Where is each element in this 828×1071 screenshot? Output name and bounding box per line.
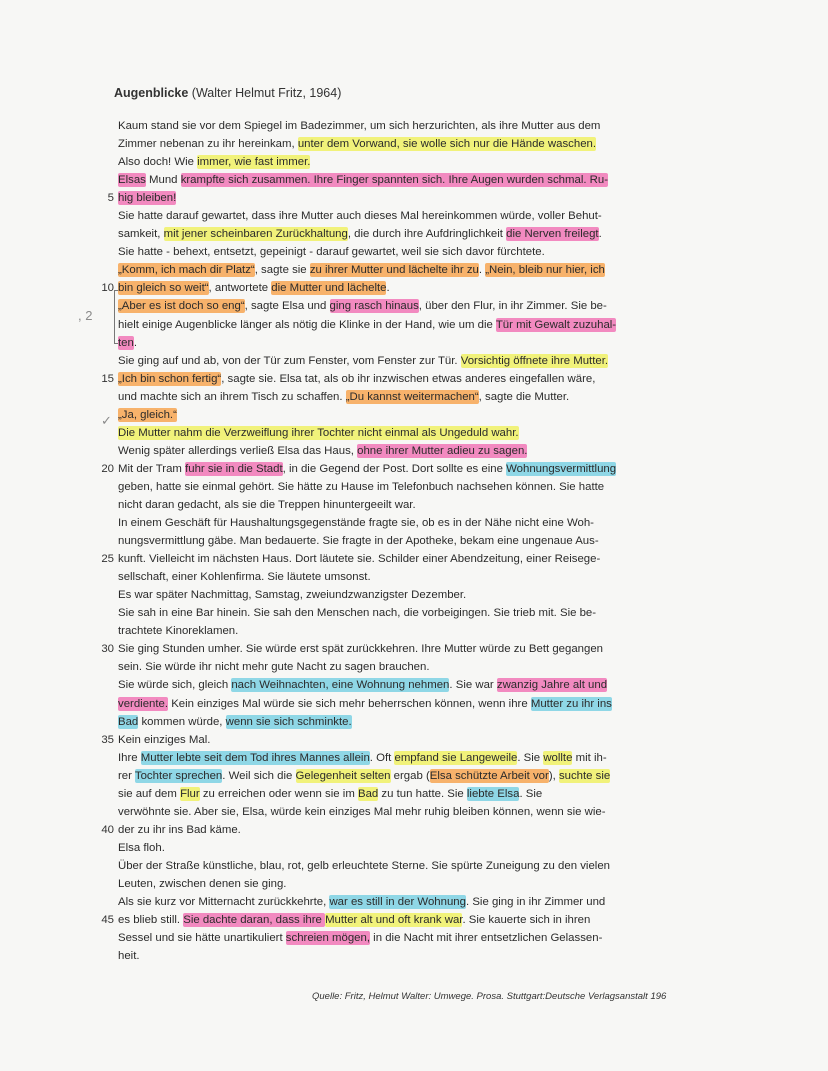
text-line [101, 731, 698, 749]
text-segment: . [478, 264, 486, 277]
text-segment: in die Nacht mit ihrer entsetzlichen Gelassen- [370, 932, 603, 945]
text-segment: Sie ging Stunden umher. Sie würde erst spät zurückkehren. Ihre Mutter würde zu Bett gegangen [118, 643, 604, 656]
highlighted-text: liebte Elsa [466, 787, 520, 800]
text-segment: Mit der Tram [118, 462, 186, 475]
margin-note-number: , 2 [78, 308, 93, 323]
line-number: 25 [101, 553, 114, 566]
highlighted-text: die Nerven freilegt [506, 228, 599, 241]
text-line [118, 749, 698, 767]
highlighted-text: Tochter sprechen [134, 769, 223, 782]
text-segment: , sagte Elsa und [244, 300, 330, 313]
text-line [101, 911, 698, 929]
line-number: 45 [101, 914, 114, 927]
text-line [101, 279, 698, 297]
text-line [118, 478, 698, 496]
text-segment: ergab ( [390, 769, 430, 782]
text-segment: , in die Gegend der Post. Dort sollte es eine [282, 462, 507, 475]
line-number: 15 [101, 372, 114, 385]
text-line [118, 622, 698, 640]
highlighted-text: Vorsichtig öffnete ihre Mutter. [460, 354, 609, 367]
highlighted-text: krampfte sich zusammen. Ihre Finger spannten sich. Ihre Augen wurden schmal. Ru- [180, 174, 609, 187]
text-segment: Kein einziges Mal. [118, 733, 211, 746]
text-segment: Wenig später allerdings verließ Elsa das Haus, [118, 444, 358, 457]
text-segment: kommen würde, [138, 715, 226, 728]
highlighted-text: war es still in der Wohnung [329, 896, 466, 909]
text-segment: . Oft [369, 751, 395, 764]
text-segment: der zu ihr ins Bad käme. [118, 823, 241, 836]
highlighted-text: Sie dachte daran, dass ihre [183, 914, 326, 927]
text-segment: Als sie kurz vor Mitternacht zurückkehrte, [118, 896, 330, 909]
text-segment: , die durch ihre Aufdringlichkeit [347, 228, 507, 241]
line-number: 30 [101, 643, 114, 656]
highlighted-text: Gelegenheit selten [295, 769, 391, 782]
text-line [118, 857, 698, 875]
line-number: 40 [101, 823, 114, 836]
highlighted-text: „Komm, ich mach dir Platz“ [118, 264, 255, 277]
text-line [118, 334, 698, 352]
text-segment: Sessel und sie hätte unartikuliert [118, 932, 286, 945]
highlighted-text: ging rasch hinaus [329, 300, 419, 313]
highlighted-text: verdiente. [118, 697, 169, 710]
text-segment: Zimmer nebenan zu ihr hereinkam, [118, 138, 298, 151]
text-line [118, 532, 698, 550]
text-line [101, 640, 698, 658]
text-line [101, 550, 698, 568]
highlighted-text: „Ich bin schon fertig“ [118, 372, 222, 385]
text-segment: hielt einige Augenblicke länger als nötig die Klinke in der Hand, wie um die [118, 318, 496, 331]
highlighted-text: fuhr sie in die Stadt [185, 462, 283, 475]
highlighted-text: immer, wie fast immer. [197, 156, 311, 169]
highlighted-text: empfand sie Langeweile [394, 751, 518, 764]
text-line [101, 460, 698, 478]
text-segment: nungsvermittlung gäbe. Man bedauerte. Sie fragte in der Apotheke, bekam eine ungenaue Aus- [118, 535, 599, 548]
text-segment: Sie hatte darauf gewartet, dass ihre Mutter auch dieses Mal hereinkommen würde, voller Behut- [118, 210, 602, 223]
text-segment: Sie würde sich, gleich [118, 679, 232, 692]
text-segment: sein. Sie würde ihr nicht mehr gute Nacht zu sagen brauchen. [118, 661, 430, 674]
text-segment: , antwortete [208, 282, 272, 295]
text-segment: mit ih- [572, 751, 607, 764]
highlighted-text: bin gleich so weit“ [118, 282, 209, 295]
text-segment: . [386, 282, 390, 295]
title-name: Augenblicke [114, 86, 189, 100]
highlighted-text: Bad [357, 787, 379, 800]
highlighted-text: Mutter lebte seit dem Tod ihres Mannes allein [140, 751, 370, 764]
source-citation: Quelle: Fritz, Helmut Walter: Umwege. Prosa. Stuttgart:Deutsche Verlagsanstalt 196 [312, 991, 667, 1002]
line-number: 5 [107, 192, 114, 205]
text-line [118, 929, 698, 947]
text-segment: . [598, 228, 602, 241]
text-line [118, 261, 698, 279]
highlighted-text: „Aber es ist doch so eng“ [118, 300, 245, 313]
text-segment: . Weil sich die [222, 769, 296, 782]
highlighted-text: ohne ihrer Mutter adieu zu sagen. [357, 444, 528, 457]
text-segment: kunft. Vielleicht im nächsten Haus. Dort läutete sie. Schilder einer Abendzeitung, einer Reisege- [118, 553, 601, 566]
highlighted-text: „Nein, bleib nur hier, ich [485, 264, 605, 277]
text-segment: . Sie [519, 787, 543, 800]
highlighted-text: Mutter zu ihr ins [530, 697, 612, 710]
text-line [118, 406, 698, 424]
text-segment: nicht daran gedacht, als sie die Treppen hinuntergeeilt war. [118, 498, 416, 511]
text-line [118, 875, 698, 893]
highlighted-text: die Mutter und lächelte [271, 282, 387, 295]
text-segment: , über den Flur, in ihr Zimmer. Sie be- [418, 300, 607, 313]
text-segment: Sie ging auf und ab, von der Tür zum Fenster, vom Fenster zur Tür. [118, 354, 461, 367]
highlighted-text: Elsas [118, 174, 146, 187]
text-segment: , sagte die Mutter. [478, 390, 570, 403]
line-number: 35 [101, 733, 114, 746]
highlighted-text: zu ihrer Mutter und lächelte ihr zu [309, 264, 479, 277]
text-line [118, 604, 698, 622]
text-line [101, 370, 698, 388]
text-line [118, 424, 698, 442]
text-segment: Sie sah in eine Bar hinein. Sie sah den Menschen nach, die vorbeigingen. Sie trieb mit. Sie be- [118, 607, 597, 620]
text-line [118, 767, 698, 785]
text-segment: . Sie kauerte sich in ihren [462, 914, 591, 927]
highlighted-text: „Ja, gleich.“ [118, 408, 177, 421]
text-line [118, 893, 698, 911]
highlighted-text: unter dem Vorwand, sie wolle sich nur die Hände waschen. [297, 138, 597, 151]
text-line [118, 442, 698, 460]
text-segment: zu erreichen oder wenn sie im [199, 787, 358, 800]
text-segment: Sie hatte - behext, entsetzt, gepeinigt - darauf gewartet, weil sie sich davor fürchtete. [118, 246, 545, 259]
line-number: 10 [101, 282, 114, 295]
text-segment: ), [548, 769, 559, 782]
highlighted-text: „Du kannst weitermachen“ [345, 390, 479, 403]
text-segment: geben, hatte sie einmal gehört. Sie hätte zu Hause im Telefonbuch nachsehen können. Sie hatte [118, 480, 605, 493]
line-number: 20 [101, 462, 114, 475]
text-line [118, 352, 698, 370]
text-segment: . Sie [517, 751, 544, 764]
text-line [118, 316, 698, 334]
text-segment: , sagte sie [254, 264, 310, 277]
text-line [118, 947, 698, 965]
text-segment: Elsa floh. [118, 841, 165, 854]
text-line [118, 658, 698, 676]
highlighted-text: ten [118, 336, 134, 349]
highlighted-text: Mutter alt und oft krank war [325, 914, 463, 927]
text-line [118, 839, 698, 857]
text-segment: trachtete Kinoreklamen. [118, 625, 239, 638]
highlighted-text: zwanzig Jahre alt und [496, 679, 608, 692]
text-line [107, 189, 698, 207]
text-segment: und machte sich an ihrem Tisch zu schaffen. [118, 390, 346, 403]
text-segment: . Sie ging in ihr Zimmer und [465, 896, 606, 909]
text-line [118, 803, 698, 821]
text-line [118, 207, 698, 225]
text-line [118, 225, 698, 243]
text-segment: sellschaft, einer Kohlenfirma. Sie läutete umsonst. [118, 571, 371, 584]
text-segment: Leuten, zwischen denen sie ging. [118, 877, 287, 890]
highlighted-text: Flur [180, 787, 200, 800]
text-segment: heit. [118, 950, 140, 963]
highlighted-text: Elsa schützte Arbeit vor [429, 769, 549, 782]
text-segment: es blieb still. [118, 914, 184, 927]
text-segment: Über der Straße künstliche, blau, rot, gelb erleuchtete Sterne. Sie spürte Zuneigung zu den vielen [118, 859, 610, 872]
text-segment: Kein einziges Mal würde sie sich mehr beherrschen können, wenn ihre [168, 697, 531, 710]
text-line [118, 695, 698, 713]
text-segment: Kaum stand sie vor dem Spiegel im Badezimmer, um sich herzurichten, als ihre Mutter aus dem [118, 120, 601, 132]
highlighted-text: nach Weihnachten, eine Wohnung nehmen [231, 679, 450, 692]
text-line [118, 785, 698, 803]
text-segment: Es war später Nachmittag, Samstag, zweiundzwanzigster Dezember. [118, 589, 467, 602]
text-line [118, 117, 698, 135]
text-segment: In einem Geschäft für Haushaltungsgegenstände fragte sie, ob es in der Nähe nicht eine Woh- [118, 517, 594, 530]
text-segment: . [133, 336, 138, 349]
text-line [118, 514, 698, 532]
highlighted-text: wollte [543, 751, 573, 764]
text-line [118, 297, 698, 315]
text-segment: Also doch! Wie [118, 156, 198, 169]
document-title [114, 86, 341, 100]
text-segment: sie auf dem [118, 787, 181, 800]
story-text [101, 117, 698, 965]
text-line [118, 388, 698, 406]
highlighted-text: Wohnungsvermittlung [506, 462, 617, 475]
text-segment: , sagte sie. Elsa tat, als ob ihr inzwischen etwas anderes eingefallen wäre, [221, 372, 596, 385]
highlighted-text: hig bleiben! [118, 192, 177, 205]
text-line [101, 821, 698, 839]
text-line [118, 171, 698, 189]
highlighted-text: mit jener scheinbaren Zurückhaltung [163, 228, 348, 241]
text-line [118, 153, 698, 171]
text-line [118, 243, 698, 261]
highlighted-text: schreien mögen, [285, 932, 371, 945]
highlighted-text: Bad [118, 715, 139, 728]
text-segment: zu tun hatte. Sie [378, 787, 467, 800]
title-author-year: (Walter Helmut Fritz, 1964) [188, 86, 342, 100]
text-line [118, 676, 698, 694]
highlighted-text: suchte sie [558, 769, 611, 782]
text-line [118, 568, 698, 586]
text-line [118, 135, 698, 153]
highlighted-text: Die Mutter nahm die Verzweiflung ihrer Tochter nicht einmal als Ungeduld wahr. [118, 426, 519, 439]
text-segment: verwöhnte sie. Aber sie, Elsa, würde kein einziges Mal mehr ruhig bleiben können, wenn sie wie- [118, 805, 606, 818]
text-line [118, 586, 698, 604]
text-segment: Ihre [118, 751, 141, 764]
margin-checkmark: ✓ [101, 413, 112, 428]
text-segment: rer [118, 769, 135, 782]
text-line [118, 496, 698, 514]
text-segment: Mund [145, 174, 181, 187]
highlighted-text: Tür mit Gewalt zuzuhal- [495, 318, 617, 331]
highlighted-text: wenn sie sich schminkte. [225, 715, 352, 728]
text-segment: samkeit, [118, 228, 164, 241]
text-segment: . Sie war [449, 679, 497, 692]
text-line [118, 713, 698, 731]
